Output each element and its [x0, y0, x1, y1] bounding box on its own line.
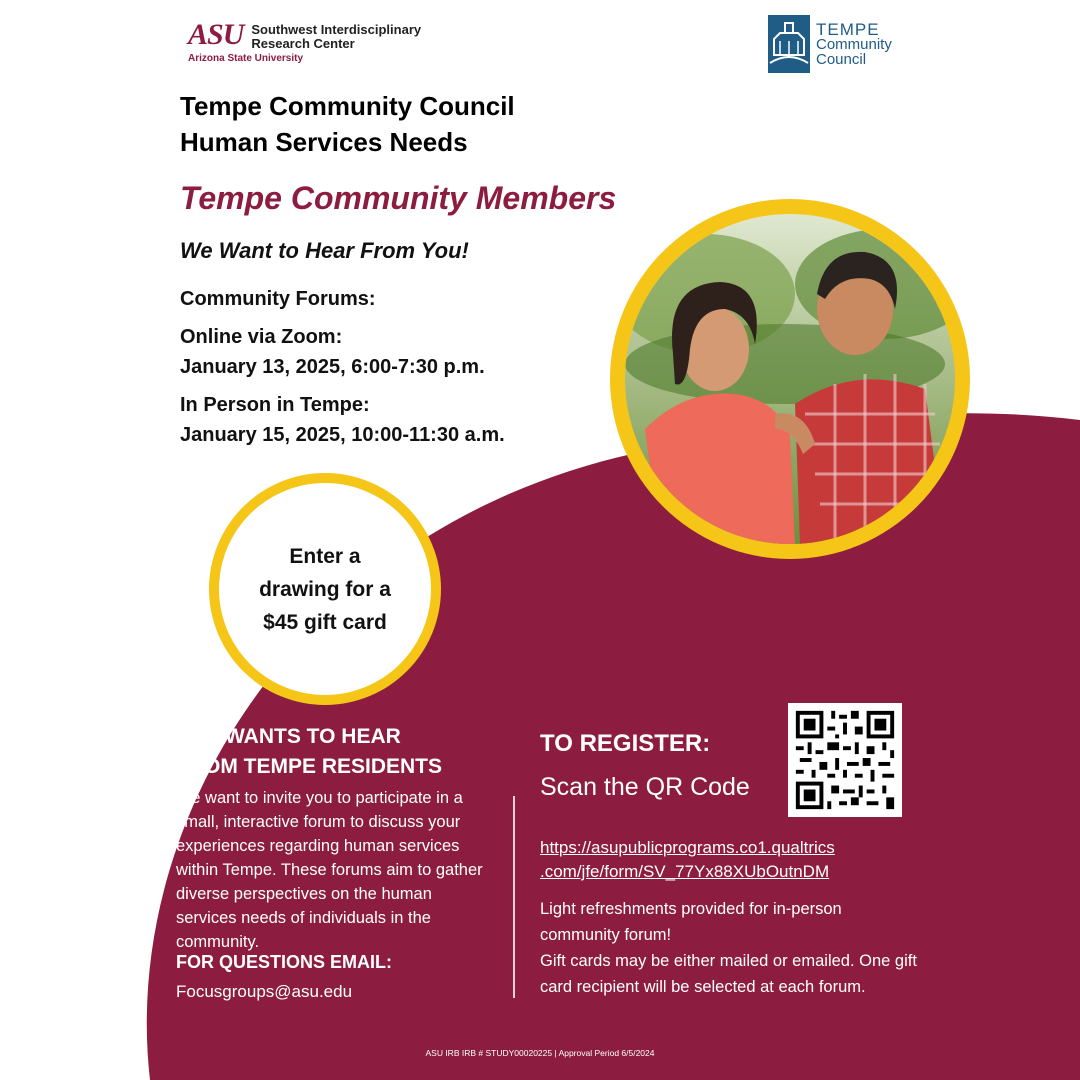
title-line2: Human Services Needs [180, 127, 468, 157]
about-heading-line2: FROM TEMPE RESIDENTS [176, 755, 443, 778]
gift-card-note: Gift cards may be either mailed or emailed. One gift card recipient will be selected at each forum. [540, 952, 917, 996]
tcc-line1: TEMPE [816, 19, 880, 39]
asu-mark: ASU [188, 18, 244, 51]
gift-line3: $45 gift card [263, 610, 387, 634]
online-label: Online via Zoom: [180, 326, 343, 348]
about-heading [176, 722, 442, 782]
about-body: We want to invite you to participate in a small, interactive forum to discuss your experiences regarding human services within Tempe. These forums aim to gather diverse perspectives on the human services needs of individuals in the community. [176, 789, 483, 951]
register-url-line1[interactable]: https://asupublicprograms.co1.qualtrics [540, 838, 835, 857]
couple-photo [625, 214, 955, 544]
page-title [180, 88, 515, 160]
column-divider [513, 796, 515, 998]
register-scan-text: Scan the QR Code [540, 773, 750, 801]
irb-footer: ASU IRB IRB # STUDY00020225 | Approval Period 6/5/2024 [425, 1048, 655, 1058]
online-date: January 13, 2025, 6:00-7:30 p.m. [180, 356, 485, 378]
qr-code-icon [788, 703, 902, 817]
gift-line1: Enter a [289, 544, 361, 568]
about-heading-line1: TCC WANTS TO HEAR [176, 725, 401, 748]
questions-heading: FOR QUESTIONS EMAIL: [176, 952, 392, 972]
register-url-line2[interactable]: .com/jfe/form/SV_77Yx88XUbOutnDM [540, 862, 830, 881]
tcc-line2: Community [816, 35, 892, 53]
register-url-link[interactable] [540, 836, 835, 884]
gift-card-badge [219, 483, 431, 695]
tcc-line3: Council [816, 50, 867, 68]
inperson-date: January 15, 2025, 10:00-11:30 a.m. [180, 424, 505, 446]
gift-line2: drawing for a [259, 577, 391, 601]
register-notes [540, 896, 920, 1000]
forum-details [180, 284, 505, 450]
inperson-label: In Person in Tempe: [180, 394, 370, 416]
qr-code[interactable] [788, 703, 902, 817]
asu-center-line2: Research Center [251, 36, 355, 51]
asu-university: Arizona State University [188, 53, 304, 64]
questions-email[interactable]: Focusgroups@asu.edu [176, 982, 353, 1001]
bridge-building-icon [768, 15, 810, 73]
subtitle: Tempe Community Members [180, 180, 617, 216]
register-heading: TO REGISTER: [540, 730, 711, 757]
tcc-logo [768, 15, 892, 73]
forums-heading: Community Forums: [180, 288, 376, 310]
refreshments-note: Light refreshments provided for in-person community forum! [540, 900, 842, 944]
asu-logo [188, 20, 421, 64]
asu-center-line1: Southwest Interdisciplinary [251, 22, 422, 37]
title-line1: Tempe Community Council [180, 91, 515, 121]
tagline: We Want to Hear From You! [180, 238, 469, 263]
